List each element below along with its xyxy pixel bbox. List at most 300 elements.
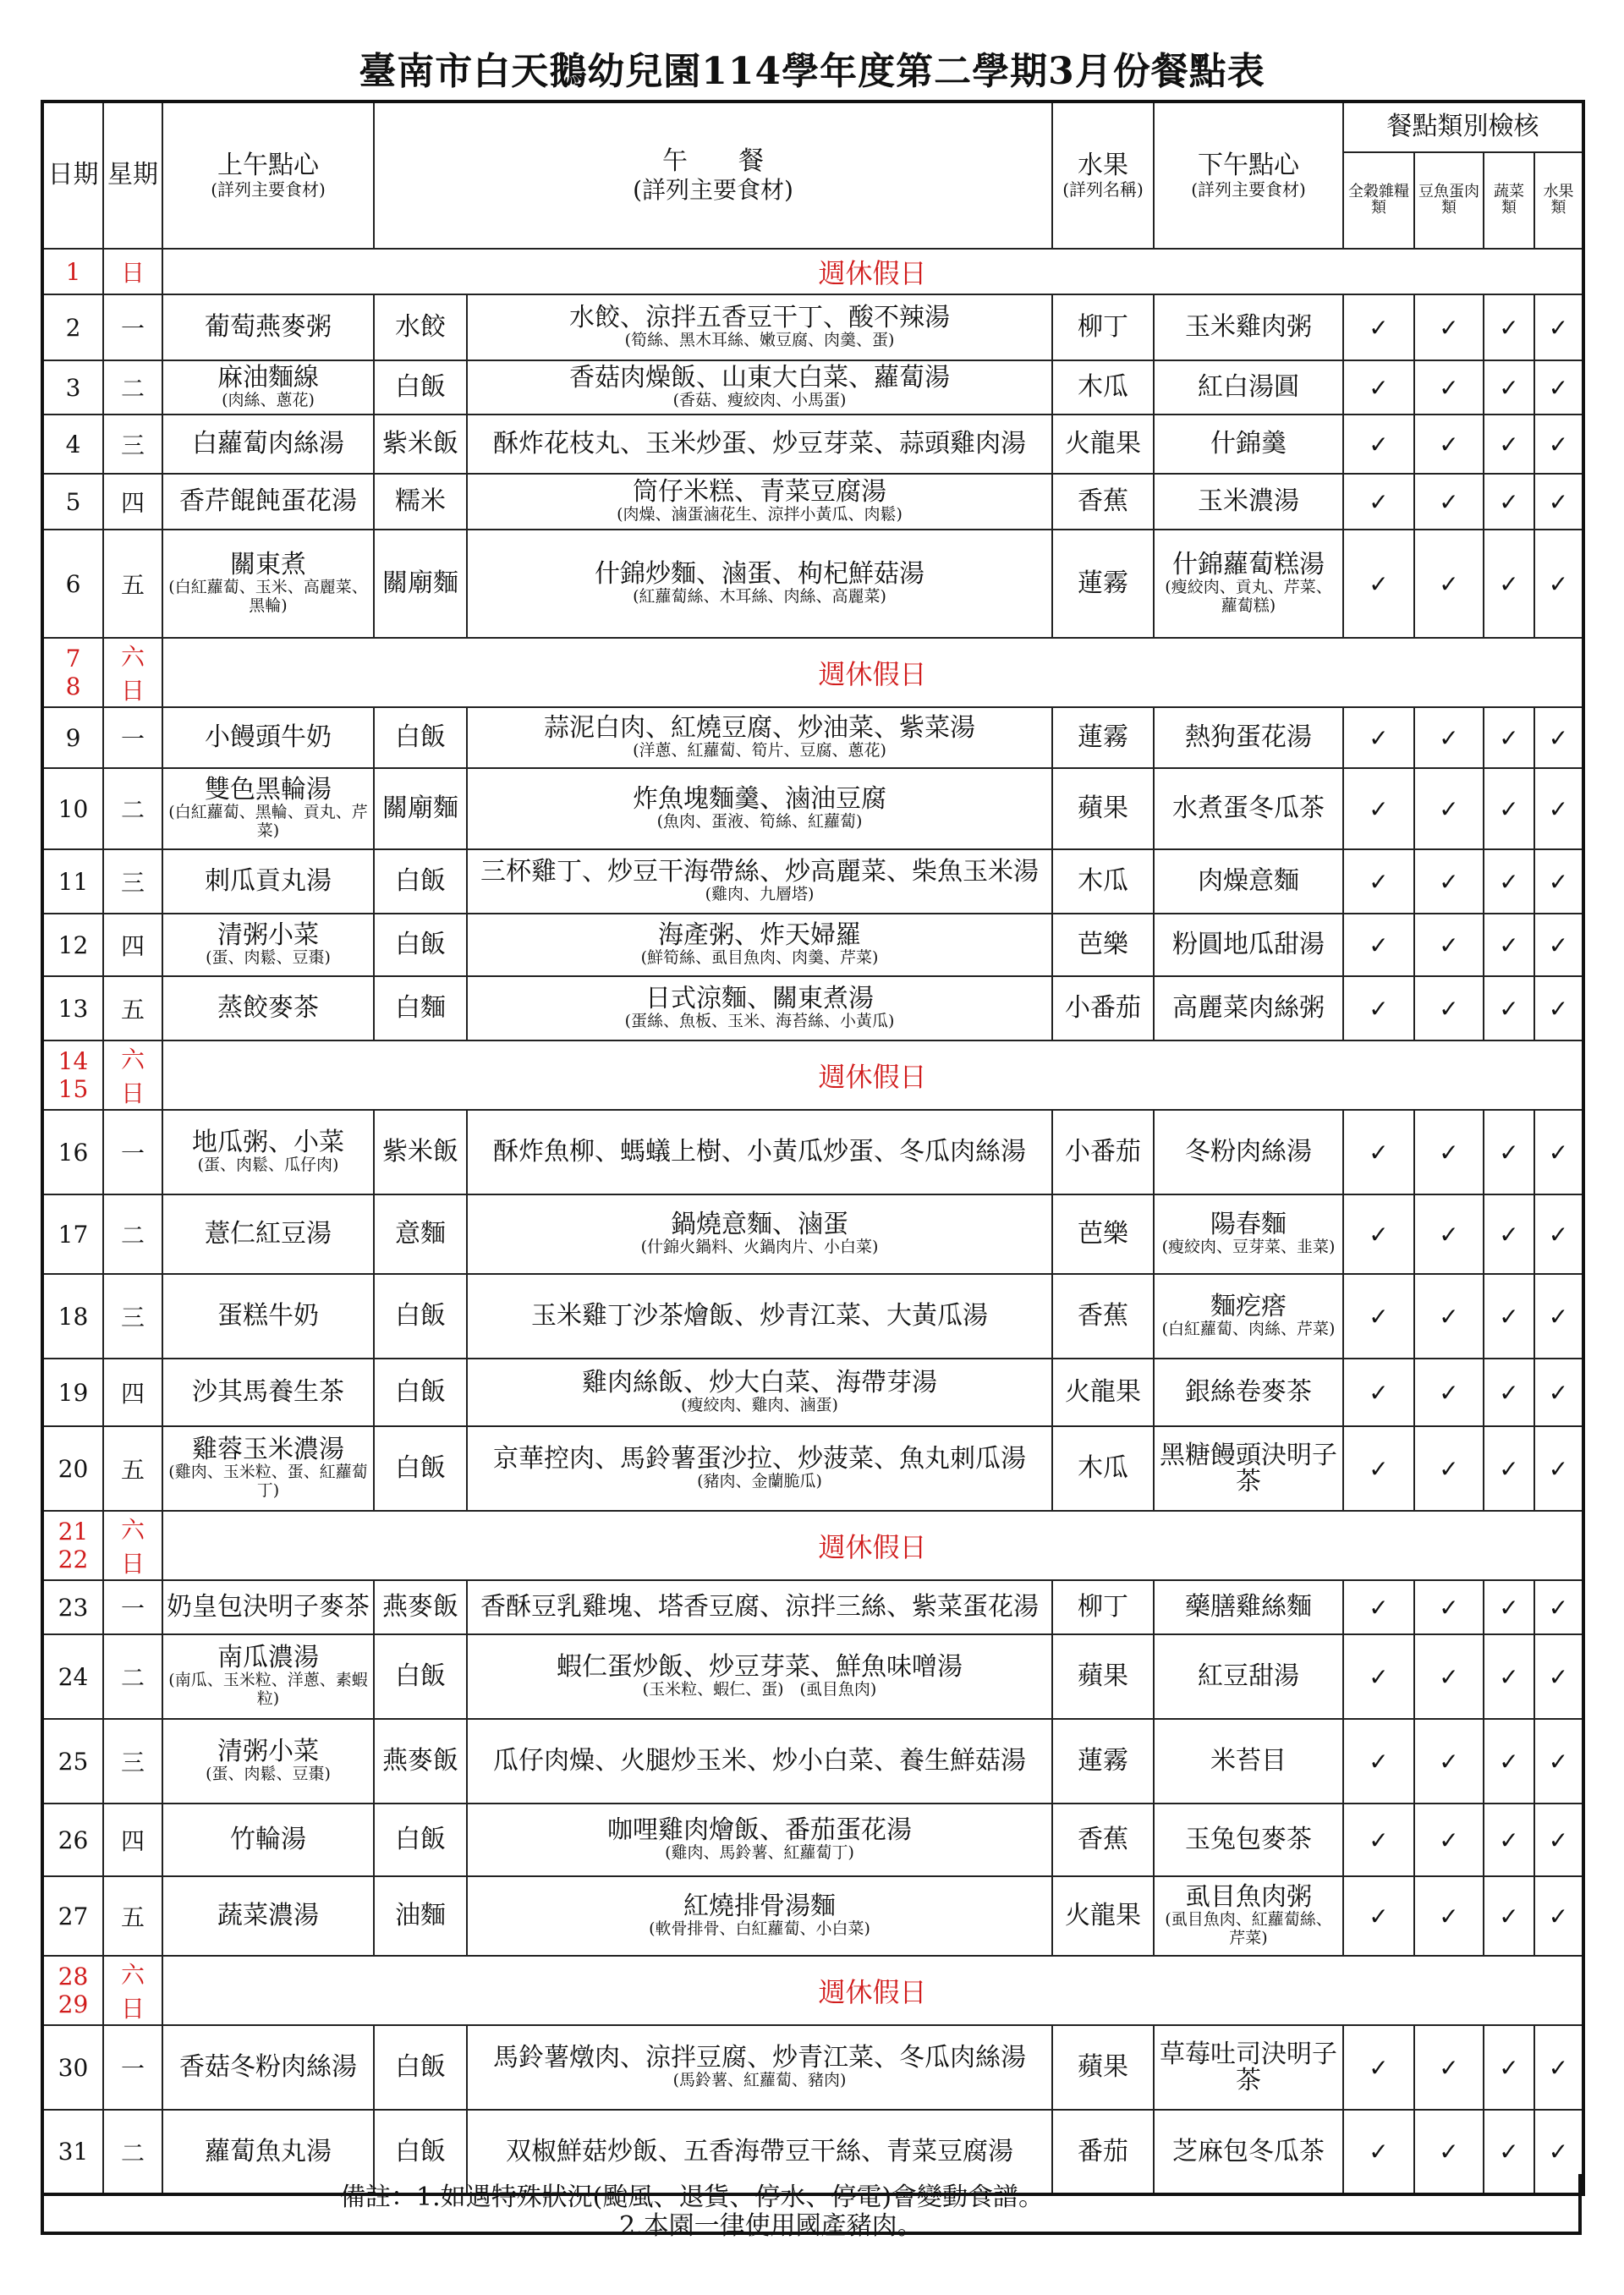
- pm-snack: [1154, 1194, 1343, 1274]
- check-vegetable: ✓: [1484, 415, 1534, 474]
- check-grain: ✓: [1343, 1876, 1414, 1956]
- pm-snack-main: 玉米濃湯: [1198, 486, 1300, 517]
- table-row: [42, 294, 1583, 360]
- lunch-dishes-detail: (豬肉、金蘭脆瓜): [697, 1471, 822, 1491]
- day-number: 16: [42, 1110, 103, 1194]
- fruit: 番茄: [1052, 2110, 1154, 2194]
- check-fruit: ✓: [1534, 707, 1583, 768]
- table-row: [42, 1634, 1583, 1719]
- check-fruit: ✓: [1534, 1580, 1583, 1634]
- lunch-dishes-detail: (鮮筍絲、虱目魚肉、肉羹、芹菜): [640, 947, 879, 967]
- lunch-dishes: [467, 707, 1052, 768]
- holiday-label: 週休假日: [162, 249, 1583, 294]
- am-snack-main: 葡萄燕麥粥: [205, 312, 332, 343]
- lunch-staple: 油麵: [374, 1876, 467, 1956]
- day-number: 9: [42, 707, 103, 768]
- holiday-weekday-1: 六: [120, 1961, 145, 1989]
- lunch-dishes: [467, 1719, 1052, 1804]
- pm-snack-main: 紅豆甜湯: [1198, 1661, 1300, 1692]
- lunch-staple: 白飯: [374, 1274, 467, 1359]
- pm-snack-main: 銀絲卷麥茶: [1185, 1377, 1313, 1408]
- check-grain: ✓: [1343, 1580, 1414, 1634]
- table-row: [42, 474, 1583, 530]
- check-fruit: ✓: [1534, 976, 1583, 1040]
- lunch-dishes: [467, 1876, 1052, 1956]
- pm-snack: [1154, 707, 1343, 768]
- remarks: [41, 2174, 1582, 2241]
- weekday: 五: [103, 1876, 162, 1956]
- lunch-staple: 白飯: [374, 707, 467, 768]
- check-protein: ✓: [1414, 1426, 1484, 1511]
- holiday-row: [42, 249, 1583, 294]
- weekday: 一: [103, 2025, 162, 2110]
- lunch-dishes: [467, 1426, 1052, 1511]
- lunch-dishes-main: 什錦炒麵、滷蛋、枸杞鮮菇湯: [595, 559, 924, 590]
- check-protein: ✓: [1414, 2110, 1484, 2194]
- check-grain: ✓: [1343, 976, 1414, 1040]
- lunch-dishes: [467, 1274, 1052, 1359]
- header-weekday: 星期: [103, 102, 162, 249]
- lunch-dishes-main: 蒜泥白肉、紅燒豆腐、炒油菜、紫菜湯: [544, 713, 975, 744]
- am-snack: [162, 474, 374, 530]
- day-number: 24: [42, 1634, 103, 1719]
- holiday-weekday-1: 六: [120, 1046, 145, 1073]
- lunch-staple: 紫米飯: [374, 1110, 467, 1194]
- weekday: 二: [103, 2110, 162, 2194]
- table-row: [42, 1110, 1583, 1194]
- day-number: 5: [42, 474, 103, 530]
- check-fruit: ✓: [1534, 415, 1583, 474]
- pm-snack-main: 藥膳雞絲麵: [1185, 1592, 1313, 1622]
- table-row: [42, 768, 1583, 849]
- pm-snack: [1154, 415, 1343, 474]
- pm-snack-main: 芝麻包冬瓜茶: [1172, 2136, 1325, 2166]
- pm-snack-detail: (虱目魚肉、紅蘿蔔絲、芹菜): [1165, 1909, 1332, 1947]
- check-grain: ✓: [1343, 415, 1414, 474]
- holiday-label: 週休假日: [162, 638, 1583, 707]
- lunch-dishes-main: 馬鈴薯燉肉、涼拌豆腐、炒青江菜、冬瓜肉絲湯: [493, 2043, 1026, 2073]
- am-snack: [162, 294, 374, 360]
- lunch-staple: 白飯: [374, 2025, 467, 2110]
- am-snack: [162, 1110, 374, 1194]
- weekday: 一: [103, 1580, 162, 1634]
- am-snack-detail: (蛋、肉鬆、豆棗): [206, 1764, 331, 1783]
- table-row: [42, 1274, 1583, 1359]
- check-grain: ✓: [1343, 1359, 1414, 1426]
- lunch-dishes-main: 紅燒排骨湯麵: [683, 1891, 836, 1922]
- lunch-staple: 白飯: [374, 1634, 467, 1719]
- check-fruit: ✓: [1534, 1719, 1583, 1804]
- lunch-dishes-detail: (雞肉、九層塔): [705, 884, 815, 903]
- holiday-day-1: 7: [65, 645, 81, 673]
- lunch-dishes-main: 瓜仔肉燥、火腿炒玉米、炒小白菜、養生鮮菇湯: [493, 1746, 1026, 1776]
- day-number: 6: [42, 530, 103, 638]
- lunch-dishes: [467, 415, 1052, 474]
- check-grain: ✓: [1343, 474, 1414, 530]
- lunch-dishes-detail: (肉燥、滷蛋滷花生、涼拌小黃瓜、肉鬆): [617, 504, 903, 524]
- table-row: [42, 707, 1583, 768]
- am-snack-main: 蘿蔔魚丸湯: [205, 2136, 332, 2166]
- check-vegetable: ✓: [1484, 360, 1534, 415]
- am-snack: [162, 914, 374, 976]
- lunch-dishes-detail: (洋蔥、紅蘿蔔、筍片、豆腐、蔥花): [633, 740, 886, 760]
- check-vegetable: ✓: [1484, 530, 1534, 638]
- check-protein: ✓: [1414, 1580, 1484, 1634]
- day-number: 30: [42, 2025, 103, 2110]
- am-snack: [162, 360, 374, 415]
- holiday-weekday-1: 六: [120, 643, 145, 671]
- lunch-staple: 白飯: [374, 1426, 467, 1511]
- pm-snack: [1154, 1804, 1343, 1876]
- lunch-dishes-main: 双椒鮮菇炒飯、五香海帶豆干絲、青菜豆腐湯: [506, 2136, 1013, 2166]
- check-protein: ✓: [1414, 1194, 1484, 1274]
- weekday: 四: [103, 1359, 162, 1426]
- fruit: 蓮霧: [1052, 1719, 1154, 1804]
- check-grain: ✓: [1343, 294, 1414, 360]
- pm-snack: [1154, 1426, 1343, 1511]
- header-lunch: 午 餐 (詳列主要食材): [374, 102, 1052, 249]
- day-number: 23: [42, 1580, 103, 1634]
- holiday-day-1: 21: [58, 1518, 89, 1546]
- pm-snack-main: 冬粉肉絲湯: [1185, 1137, 1313, 1167]
- holiday-weekday: [103, 1956, 162, 2025]
- check-protein: ✓: [1414, 1359, 1484, 1426]
- check-fruit: ✓: [1534, 2110, 1583, 2194]
- lunch-staple: 白飯: [374, 914, 467, 976]
- am-snack-detail: (肉絲、蔥花): [222, 390, 315, 409]
- am-snack: [162, 2025, 374, 2110]
- am-snack-main: 沙其馬養生茶: [192, 1377, 344, 1408]
- check-grain: ✓: [1343, 1194, 1414, 1274]
- pm-snack-main: 虱目魚肉粥: [1185, 1882, 1313, 1913]
- weekday: 五: [103, 1426, 162, 1511]
- check-fruit: ✓: [1534, 1194, 1583, 1274]
- check-fruit: ✓: [1534, 530, 1583, 638]
- am-snack: [162, 415, 374, 474]
- check-protein: ✓: [1414, 474, 1484, 530]
- am-snack-detail: (白紅蘿蔔、玉米、高麗菜、黑輪): [168, 577, 368, 615]
- check-vegetable: ✓: [1484, 474, 1534, 530]
- table-row: [42, 1580, 1583, 1634]
- holiday-row: [42, 1511, 1583, 1580]
- am-snack: [162, 1274, 374, 1359]
- table-row: [42, 1804, 1583, 1876]
- pm-snack: [1154, 914, 1343, 976]
- check-grain: ✓: [1343, 1274, 1414, 1359]
- am-snack: [162, 1359, 374, 1426]
- lunch-staple: 白飯: [374, 2110, 467, 2194]
- holiday-day-2: 15: [58, 1075, 89, 1103]
- pm-snack: [1154, 849, 1343, 914]
- check-protein: ✓: [1414, 1274, 1484, 1359]
- holiday-day-1: 14: [58, 1047, 89, 1075]
- day-number: 19: [42, 1359, 103, 1426]
- am-snack: [162, 976, 374, 1040]
- holiday-day: [42, 1956, 103, 2025]
- check-fruit: ✓: [1534, 294, 1583, 360]
- am-snack: [162, 1194, 374, 1274]
- am-snack-main: 雞蓉玉米濃湯: [192, 1435, 344, 1465]
- lunch-dishes: [467, 360, 1052, 415]
- table-row: [42, 360, 1583, 415]
- lunch-dishes: [467, 976, 1052, 1040]
- check-protein: ✓: [1414, 849, 1484, 914]
- lunch-dishes: [467, 1580, 1052, 1634]
- am-snack-main: 麻油麵線: [217, 363, 319, 393]
- check-protein: ✓: [1414, 530, 1484, 638]
- weekday: 四: [103, 1804, 162, 1876]
- pm-snack-main: 肉燥意麵: [1198, 866, 1300, 897]
- pm-snack: [1154, 1580, 1343, 1634]
- fruit: 蘋果: [1052, 2025, 1154, 2110]
- lunch-staple: 水餃: [374, 294, 467, 360]
- holiday-weekday: [103, 638, 162, 707]
- check-protein: ✓: [1414, 914, 1484, 976]
- lunch-dishes-detail: (軟骨排骨、白紅蘿蔔、小白菜): [649, 1919, 870, 1938]
- pm-snack-main: 麵疙瘩: [1210, 1292, 1287, 1322]
- pm-snack: [1154, 360, 1343, 415]
- check-vegetable: ✓: [1484, 976, 1534, 1040]
- day-number: 13: [42, 976, 103, 1040]
- table-row: [42, 1359, 1583, 1426]
- check-grain: ✓: [1343, 1634, 1414, 1719]
- page-title: 臺南市白天鵝幼兒園114學年度第二學期3月份餐點表: [359, 50, 1265, 93]
- am-snack: [162, 849, 374, 914]
- lunch-dishes: [467, 294, 1052, 360]
- weekday: 二: [103, 1194, 162, 1274]
- pm-snack-detail: (瘦絞肉、貢丸、芹菜、蘿蔔糕): [1165, 577, 1332, 615]
- pm-snack: [1154, 294, 1343, 360]
- table-row: [42, 1194, 1583, 1274]
- weekday: 五: [103, 530, 162, 638]
- am-snack: [162, 1634, 374, 1719]
- lunch-dishes-detail: (雞肉、馬鈴薯、紅蘿蔔丁): [665, 1842, 854, 1862]
- lunch-dishes-main: 雞肉絲飯、炒大白菜、海帶芽湯: [582, 1368, 937, 1398]
- day-number: 12: [42, 914, 103, 976]
- lunch-dishes: [467, 914, 1052, 976]
- holiday-row: [42, 638, 1583, 707]
- lunch-dishes-main: 玉米雞丁沙茶燴飯、炒青江菜、大黃瓜湯: [531, 1301, 988, 1331]
- day-number: 31: [42, 2110, 103, 2194]
- am-snack-detail: (雞肉、玉米粒、蛋、紅蘿蔔丁): [168, 1462, 368, 1500]
- am-snack-main: 薏仁紅豆湯: [205, 1219, 332, 1249]
- am-snack-main: 雙色黑輪湯: [205, 775, 332, 805]
- lunch-dishes-detail: (紅蘿蔔絲、木耳絲、肉絲、高麗菜): [633, 586, 886, 606]
- check-grain: ✓: [1343, 849, 1414, 914]
- lunch-dishes-detail: (什錦火鍋料、火鍋肉片、小白菜): [640, 1237, 879, 1256]
- check-fruit: ✓: [1534, 1359, 1583, 1426]
- am-snack: [162, 530, 374, 638]
- fruit: 小番茄: [1052, 976, 1154, 1040]
- fruit: 香蕉: [1052, 1804, 1154, 1876]
- day-number: 2: [42, 294, 103, 360]
- check-fruit: ✓: [1534, 849, 1583, 914]
- weekday: 三: [103, 1274, 162, 1359]
- lunch-dishes: [467, 2025, 1052, 2110]
- pm-snack: [1154, 1110, 1343, 1194]
- pm-snack-main: 水煮蛋冬瓜茶: [1172, 793, 1325, 824]
- am-snack-detail: (南瓜、玉米粒、洋蔥、素蝦粒): [168, 1670, 368, 1708]
- am-snack-main: 小饅頭牛奶: [205, 722, 332, 753]
- lunch-dishes-main: 筒仔米糕、青菜豆腐湯: [633, 477, 886, 508]
- fruit: 蓮霧: [1052, 707, 1154, 768]
- lunch-staple: 燕麥飯: [374, 1719, 467, 1804]
- fruit: 蘋果: [1052, 768, 1154, 849]
- fruit: 蓮霧: [1052, 530, 1154, 638]
- check-protein: ✓: [1414, 360, 1484, 415]
- day-number: 26: [42, 1804, 103, 1876]
- holiday-day-2: 8: [65, 673, 81, 700]
- lunch-dishes: [467, 530, 1052, 638]
- pm-snack-main: 陽春麵: [1210, 1210, 1287, 1240]
- check-vegetable: ✓: [1484, 768, 1534, 849]
- fruit: 香蕉: [1052, 474, 1154, 530]
- holiday-day: [42, 1511, 103, 1580]
- lunch-staple: 紫米飯: [374, 415, 467, 474]
- am-snack-main: 清粥小菜: [217, 920, 319, 951]
- check-fruit: ✓: [1534, 360, 1583, 415]
- lunch-dishes-main: 三杯雞丁、炒豆干海帶絲、炒高麗菜、柴魚玉米湯: [480, 857, 1039, 887]
- check-grain: ✓: [1343, 2110, 1414, 2194]
- lunch-staple: 關廟麵: [374, 530, 467, 638]
- fruit: 木瓜: [1052, 1426, 1154, 1511]
- pm-snack-main: 粉圓地瓜甜湯: [1172, 930, 1325, 960]
- table-row: [42, 415, 1583, 474]
- table-row: [42, 530, 1583, 638]
- am-snack: [162, 707, 374, 768]
- lunch-dishes-detail: (魚肉、蛋液、筍絲、紅蘿蔔): [656, 811, 863, 831]
- day-number: 20: [42, 1426, 103, 1511]
- check-grain: ✓: [1343, 360, 1414, 415]
- am-snack: [162, 1580, 374, 1634]
- am-snack-main: 奶皇包決明子麥茶: [167, 1592, 370, 1622]
- day-number: 10: [42, 768, 103, 849]
- check-vegetable: ✓: [1484, 1359, 1534, 1426]
- lunch-dishes-main: 酥炸花枝丸、玉米炒蛋、炒豆芽菜、蒜頭雞肉湯: [493, 429, 1026, 459]
- holiday-weekday-2: 日: [120, 677, 145, 705]
- check-fruit: ✓: [1534, 1876, 1583, 1956]
- lunch-dishes-detail: (蛋絲、魚板、玉米、海苔絲、小黃瓜): [624, 1011, 895, 1030]
- check-fruit: ✓: [1534, 1274, 1583, 1359]
- pm-snack: [1154, 768, 1343, 849]
- am-snack-detail: (蛋、肉鬆、瓜仔肉): [197, 1155, 339, 1174]
- am-snack: [162, 768, 374, 849]
- am-snack-main: 香芹餛飩蛋花湯: [179, 486, 357, 517]
- check-fruit: ✓: [1534, 1426, 1583, 1511]
- lunch-staple: 白麵: [374, 976, 467, 1040]
- header-category-check: 餐點類別檢核: [1343, 102, 1583, 152]
- check-vegetable: ✓: [1484, 1194, 1534, 1274]
- fruit: 火龍果: [1052, 1876, 1154, 1956]
- pm-snack: [1154, 1274, 1343, 1359]
- weekday: 二: [103, 1634, 162, 1719]
- pm-snack: [1154, 976, 1343, 1040]
- holiday-weekday-2: 日: [120, 1079, 145, 1107]
- check-fruit: ✓: [1534, 914, 1583, 976]
- lunch-dishes-main: 酥炸魚柳、螞蟻上樹、小黃瓜炒蛋、冬瓜肉絲湯: [493, 1137, 1026, 1167]
- check-protein: ✓: [1414, 768, 1484, 849]
- header-pm-snack: 下午點心 (詳列主要食材): [1154, 102, 1343, 249]
- holiday-row: [42, 1040, 1583, 1110]
- weekday: 五: [103, 976, 162, 1040]
- am-snack-main: 香菇冬粉肉絲湯: [179, 2052, 357, 2083]
- check-grain: ✓: [1343, 1110, 1414, 1194]
- holiday-weekday-1: 六: [120, 1516, 145, 1544]
- lunch-dishes: [467, 849, 1052, 914]
- holiday-weekday-2: 日: [120, 1550, 145, 1578]
- check-vegetable: ✓: [1484, 849, 1534, 914]
- header-cat-vegetable: 蔬菜類: [1484, 152, 1534, 249]
- lunch-staple: 白飯: [374, 1359, 467, 1426]
- lunch-staple: 白飯: [374, 849, 467, 914]
- pm-snack: [1154, 1634, 1343, 1719]
- check-protein: ✓: [1414, 1804, 1484, 1876]
- am-snack-detail: (蛋、肉鬆、豆棗): [206, 947, 331, 967]
- check-grain: ✓: [1343, 707, 1414, 768]
- lunch-dishes-main: 炸魚塊麵羹、滷油豆腐: [633, 784, 886, 815]
- am-snack-detail: (白紅蘿蔔、黑輪、貢丸、芹菜): [168, 802, 368, 840]
- check-vegetable: ✓: [1484, 1580, 1534, 1634]
- pm-snack-main: 熱狗蛋花湯: [1185, 722, 1313, 753]
- header-day: 日期: [42, 102, 103, 249]
- pm-snack-detail: (白紅蘿蔔、肉絲、芹菜): [1161, 1319, 1336, 1338]
- check-protein: ✓: [1414, 1876, 1484, 1956]
- check-vegetable: ✓: [1484, 707, 1534, 768]
- lunch-dishes-detail: (瘦絞肉、雞肉、滷蛋): [681, 1395, 838, 1414]
- fruit: 木瓜: [1052, 360, 1154, 415]
- table-row: [42, 976, 1583, 1040]
- lunch-dishes-main: 日式涼麵、關東煮湯: [645, 984, 874, 1014]
- check-protein: ✓: [1414, 2025, 1484, 2110]
- check-vegetable: ✓: [1484, 1426, 1534, 1511]
- fruit: 小番茄: [1052, 1110, 1154, 1194]
- lunch-dishes-main: 海產粥、炸天婦羅: [658, 920, 861, 951]
- weekday: 四: [103, 474, 162, 530]
- header-fruit: 水果 (詳列名稱): [1052, 102, 1154, 249]
- weekday: 一: [103, 707, 162, 768]
- day-number: 4: [42, 415, 103, 474]
- am-snack-main: 地瓜粥、小菜: [192, 1128, 344, 1158]
- pm-snack-main: 玉兔包麥茶: [1185, 1825, 1313, 1855]
- check-vegetable: ✓: [1484, 2025, 1534, 2110]
- check-vegetable: ✓: [1484, 1804, 1534, 1876]
- pm-snack-main: 什錦羹: [1210, 429, 1287, 459]
- day-number: 3: [42, 360, 103, 415]
- lunch-dishes: [467, 768, 1052, 849]
- check-vegetable: ✓: [1484, 1719, 1534, 1804]
- check-grain: ✓: [1343, 1426, 1414, 1511]
- weekday: 三: [103, 1719, 162, 1804]
- holiday-day-1: 28: [58, 1963, 89, 1990]
- check-fruit: ✓: [1534, 1110, 1583, 1194]
- pm-snack: [1154, 1359, 1343, 1426]
- lunch-dishes-detail: (筍絲、黑木耳絲、嫩豆腐、肉羹、蛋): [624, 330, 895, 349]
- check-fruit: ✓: [1534, 1804, 1583, 1876]
- pm-snack-main: 米苔目: [1210, 1746, 1287, 1776]
- fruit: 柳丁: [1052, 294, 1154, 360]
- table-row: [42, 2025, 1583, 2110]
- lunch-dishes: [467, 474, 1052, 530]
- check-protein: ✓: [1414, 294, 1484, 360]
- lunch-staple: 關廟麵: [374, 768, 467, 849]
- pm-snack: [1154, 1876, 1343, 1956]
- am-snack-main: 白蘿蔔肉絲湯: [192, 429, 344, 459]
- pm-snack: [1154, 2025, 1343, 2110]
- am-snack-main: 蛋糕牛奶: [217, 1301, 319, 1331]
- holiday-day-2: 22: [58, 1546, 89, 1573]
- lunch-dishes: [467, 1634, 1052, 1719]
- am-snack-main: 蒸餃麥茶: [217, 993, 319, 1024]
